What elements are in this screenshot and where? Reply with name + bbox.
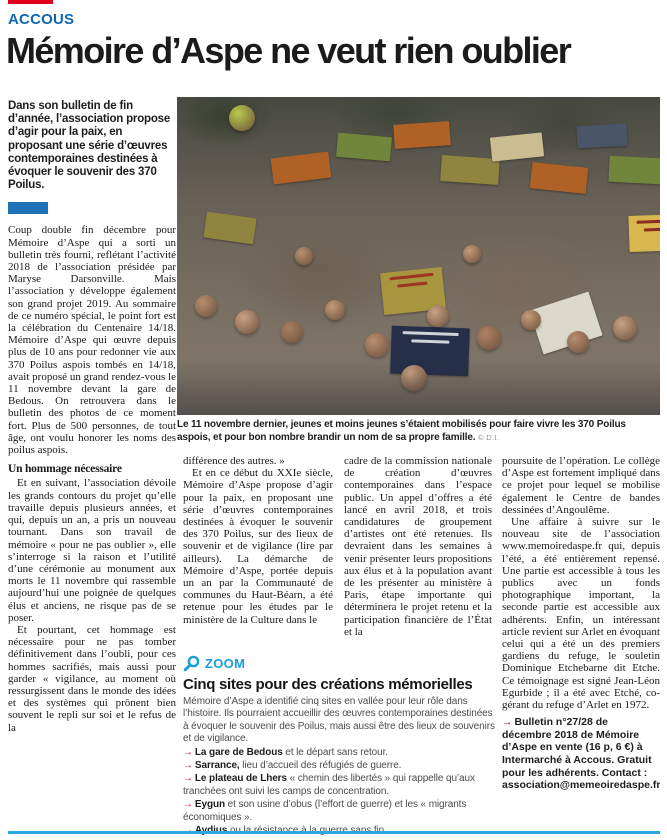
paragraph-marker bbox=[8, 202, 48, 214]
photo-person-head bbox=[567, 331, 589, 353]
zoom-bullet bbox=[183, 773, 497, 798]
photo-person-head bbox=[427, 305, 449, 327]
zoom-bullet bbox=[183, 747, 497, 759]
photo-placard bbox=[203, 212, 256, 245]
zoom-label: ZOOM bbox=[205, 656, 246, 671]
photo-placard bbox=[576, 124, 627, 149]
arrow-icon: → bbox=[502, 716, 513, 729]
photo-placard bbox=[390, 326, 470, 377]
photo-balloon bbox=[229, 105, 255, 131]
bulletin-note-text: Bulletin n°27/28 de décembre 2018 de Mémoire d’Aspe en vente (16 p, 6 €) à Intermarché à Accous. Gratuit pour les adhérents. Contact : association@memeoiredaspe.fr bbox=[502, 716, 660, 792]
zoom-box bbox=[183, 655, 497, 831]
photo-credit: © D.I. bbox=[478, 432, 500, 442]
zoom-bullet-text: lieu d’accueil des réfugiés de guerre. bbox=[239, 760, 402, 772]
article-paragraph: Et en ce début du XXIe siècle, Mémoire d’Aspe propose d’agir pour la paix, en proposant une série d’œuvres contemporaines destinées à évoquer le souvenir des 370 Poilus, sur des lieux de souvenir et de vigilance (lire par ailleurs). La démarche de Mémoire d’Aspe, portée depuis un an par la Communauté de communes du Haut-Béarn, a été retenue pour les études par le ministère de la Culture dans le bbox=[183, 467, 333, 626]
zoom-intro: Mémoire d’Aspe a identifié cinq sites en vallée pour leur rôle dans l’histoire. Ils pourraient accueillir des œuvres contemporaines destinées à évoquer le souvenir des Poilus, mais aussi être des lieux de souvenirs et de vigilance. bbox=[183, 696, 495, 745]
zoom-bullet bbox=[183, 799, 497, 824]
photo-person-head bbox=[365, 333, 389, 357]
arrow-icon: → bbox=[183, 799, 193, 811]
photo-person-head bbox=[463, 245, 481, 263]
photo-person-head bbox=[325, 300, 345, 320]
zoom-bullet-lead: Le plateau de Lhers bbox=[194, 773, 287, 785]
arrow-icon: → bbox=[183, 773, 193, 785]
photo-placard bbox=[490, 132, 544, 161]
article-lead: Dans son bulletin de fin d’année, l’association propose d’agir pour la paix, en proposant une série d’œuvres contemporaines destinées à évoquer le souvenir des 370 Poilus. bbox=[8, 100, 171, 192]
photo-placard bbox=[608, 156, 660, 185]
photo-placard bbox=[530, 162, 588, 194]
article-column-3 bbox=[344, 455, 492, 660]
photo-caption bbox=[177, 419, 660, 445]
zoom-box-header bbox=[183, 655, 497, 672]
photo-person-head bbox=[613, 316, 637, 340]
photo-person-head bbox=[477, 326, 501, 350]
photo-placard bbox=[628, 214, 660, 252]
section-label: ACCOUS bbox=[8, 11, 75, 28]
zoom-bullet-lead: Eygun bbox=[194, 799, 225, 811]
zoom-title: Cinq sites pour des créations mémorielles bbox=[183, 676, 473, 693]
bulletin-note bbox=[502, 716, 660, 792]
photo-person-head bbox=[295, 247, 313, 265]
article-paragraph: cadre de la commission nationale de création d’œuvres contemporaines dans l’espace public. Un appel d’offres a été lancé en avril 2018, et trois candidatures de groupement d’artistes ont été retenues. Ils devraient dans les semaines à venir présenter leurs propositions aux élus et à la population avant de les présenter au ministère à Paris, étape importante qui déterminera le projet retenu et la participation financière de l’État et la bbox=[344, 455, 492, 638]
arrow-icon: → bbox=[183, 746, 193, 758]
article-paragraph: Une affaire à suivre sur le nouveau site de l’association www.memoiredaspe.fr qui, depuis l’été, a été entièrement repensé. Une partie est accessible à tous les publics avec un fonds photographique important, la seconde partie est accessible aux adhérents. Enfin, un intéressant article revient sur Arlet en évoquant celui qui a été un des premiers gardiens du refuge, le souletin Dominique Etchebarne dit Etche. Ce témoignage est signé Jean-Léon Egurbide ; il a été avec Etché, co-gérant du refuge d’Arlet en 1972. bbox=[502, 516, 660, 712]
article-paragraph: Coup double fin décembre pour Mémoire d’Aspe qui a sorti un bulletin très fourni, reflétant l’activité 2018 de l’association présidée par Maryse Darsonville. Mais l’association y développe également son grand projet 2019. Au sommaire de ce numéro spécial, le point fort est la célébration du Centenaire 14/18. Mémoire d’Aspe qui œuvre depuis plus de 10 ans pour redonner vie aux 370 Poilus aspois tombés en 14/18, avait proposé un grand rendez-vous le 11 novembre devant la gare de Bedous. On retrouvera dans le bulletin des photos de ce moment fort. Plus de 500 personnes, de tout âge, ont voulu honorer les noms des poilus aspois. bbox=[8, 224, 176, 457]
zoom-bullet-lead: Sarrance, bbox=[194, 760, 240, 772]
article-paragraph: Et en suivant, l’association dévoile les grands contours du projet qu’elle travaille depuis plusieurs années, et qui, depuis un an, a pris un nouveau tournant. Dans son travail de mémoire « pour ne pas oublier », elle s’interroge si la raison et l’utilité d’une cérémonie au monument aux morts le 11 novembre qui rassemble aujourd’hui une poignée de quelques élus et anciens, ne risque pas de se poser. bbox=[8, 477, 176, 624]
article-column-4 bbox=[502, 455, 660, 829]
article-photo bbox=[177, 97, 660, 415]
zoom-bullet-text: et son usine d’obus (l’effort de guerre) et les « migrants économiques ». bbox=[183, 799, 467, 823]
top-accent-bar bbox=[8, 0, 53, 4]
photo-placard bbox=[393, 121, 451, 149]
photo-placard bbox=[440, 155, 500, 185]
zoom-bullet-text: et le départ sans retour. bbox=[282, 746, 388, 758]
article-headline: Mémoire d’Aspe ne veut rien oublier bbox=[6, 30, 571, 71]
photo-placard bbox=[271, 152, 332, 185]
arrow-icon: → bbox=[183, 760, 193, 772]
photo-person-head bbox=[281, 321, 303, 343]
photo-caption-text: Le 11 novembre dernier, jeunes et moins jeunes s’étaient mobilisés pour faire vivre les 370 Poilus aspois, et pour bon nombre brandir un nom de sa propre famille. bbox=[177, 419, 626, 443]
magnifier-icon bbox=[183, 655, 200, 672]
photo-person-head bbox=[401, 365, 427, 391]
photo-person-head bbox=[235, 310, 259, 334]
article-column-1 bbox=[8, 100, 176, 833]
bottom-rule bbox=[8, 831, 660, 834]
article-column-2 bbox=[183, 455, 333, 655]
zoom-bullet bbox=[183, 760, 497, 772]
zoom-bullet-text: « chemin des libertés » qui rappelle qu’aux tranchées ont suivi les camps de concentration. bbox=[183, 773, 475, 797]
photo-person-head bbox=[195, 295, 217, 317]
article-paragraph: différence des autres. » bbox=[183, 455, 285, 467]
article-paragraph: poursuite de l’opération. Le collège d’Aspe est fortement impliqué dans ce projet pour lequel se mobilise également le Centre de bandes dessinées d’Angoulême. bbox=[502, 455, 660, 516]
photo-placard bbox=[336, 133, 392, 162]
article-subhead: Un hommage nécessaire bbox=[8, 463, 122, 476]
article-paragraph: Et pourtant, cet hommage est nécessaire pour ne pas tomber définitivement dans l’oubli, pour ces hommes sacrifiés, mais aussi pour garder « vigilance, au moment où ressurgissent dans le monde des idées et des systèmes qui prônent bien souvent le repli sur soi et le refus de la bbox=[8, 623, 176, 734]
photo-person-head bbox=[521, 310, 541, 330]
zoom-bullet-lead: La gare de Bedous bbox=[194, 746, 283, 758]
